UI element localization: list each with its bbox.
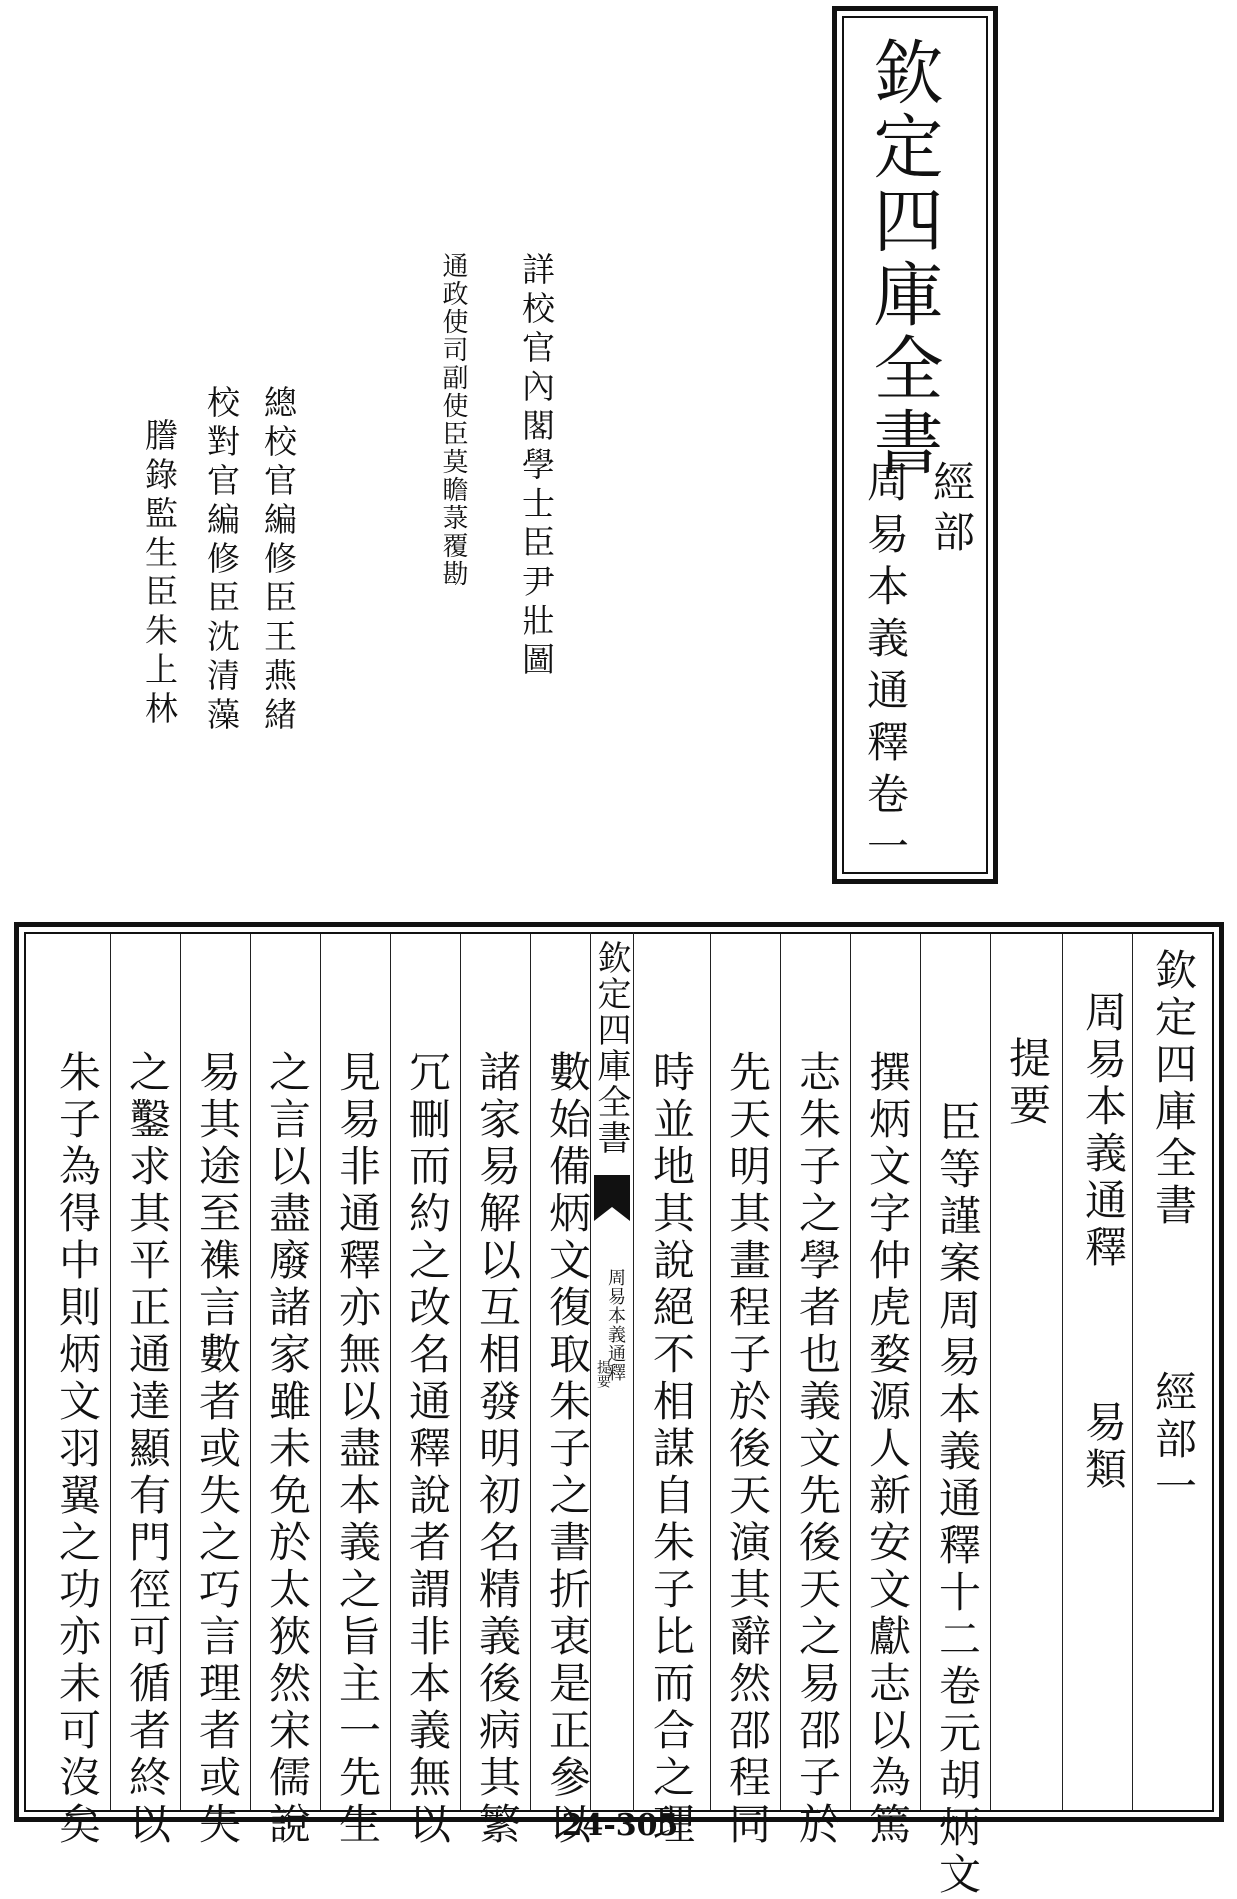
text-line: 易其途至襍言數者或失之巧言理者或失 [193,1050,242,1849]
column-rule [920,934,921,1810]
column-rule [320,934,321,1810]
column-rule [1132,934,1133,1810]
column-rule [460,934,461,1810]
column-rule [850,934,851,1810]
text-line: 之言以盡廢諸家雖未免於太狹然宋儒說 [263,1050,312,1849]
text-line: 朱子為得中則炳文羽翼之功亦未可沒矣 [53,1050,102,1849]
fish-tail-ornament-icon [594,1175,630,1221]
column-rule [990,934,991,1810]
slip-volume-title: 周易本義通釋卷一 [861,460,910,876]
page-header-section: 經部一 [1149,1370,1198,1511]
slip-category: 經部 [927,460,976,560]
tiyao-heading: 提要 [1003,1036,1052,1130]
column-rule [1062,934,1063,1810]
text-line: 諸家易解以互相發明初名精義後病其繁 [473,1050,522,1849]
text-line: 臣等謹案周易本義通釋十二卷元胡炳文 [933,1100,982,1899]
column-rule [110,934,111,1810]
page-header-title: 欽定四庫全書 [1149,948,1198,1230]
book-class: 易類 [1079,1400,1128,1494]
credit-line-4: 校對官編修臣沈清藻 [202,385,241,736]
center-section-label: 提要 [595,1360,611,1388]
text-line: 志朱子之學者也義文先後天之易邵子於 [793,1050,842,1849]
column-rule [390,934,391,1810]
center-title: 欽定四庫全書 [591,940,631,1156]
column-rule [530,934,531,1810]
page-number: 24-305 [561,1808,679,1843]
column-rule [180,934,181,1810]
column-rule [780,934,781,1810]
column-rule [710,934,711,1810]
credit-line-3: 總校官編修臣王燕緒 [259,385,298,736]
text-line: 撰炳文字仲虎婺源人新安文獻志以為篤 [863,1050,912,1849]
credit-line-1: 詳校官內閣學士臣尹壯圖 [517,252,556,681]
text-line: 見易非通釋亦無以盡本義之旨主一先生 [333,1050,382,1849]
column-rule [250,934,251,1810]
slip-main-title: 欽定四庫全書 [862,36,944,480]
credit-line-2: 通政使司副使臣莫瞻菉覆勘 [438,252,468,588]
book-title: 周易本義通釋 [1079,990,1128,1272]
text-line: 之鑿求其平正通達顯有門徑可循者終以 [123,1050,172,1849]
credit-line-5: 謄錄監生臣朱上林 [140,418,179,730]
center-subtitle: 周易本義通釋 [605,1268,626,1382]
text-line: 時並地其說絕不相謀自朱子比而合之理 [647,1050,696,1849]
text-line: 先天明其畫程子於後天演其辭然邵程同 [723,1050,772,1849]
text-line: 冗刪而約之改名通釋說者謂非本義無以 [403,1050,452,1849]
text-line: 數始備炳文復取朱子之書折衷是正參以 [543,1050,592,1849]
